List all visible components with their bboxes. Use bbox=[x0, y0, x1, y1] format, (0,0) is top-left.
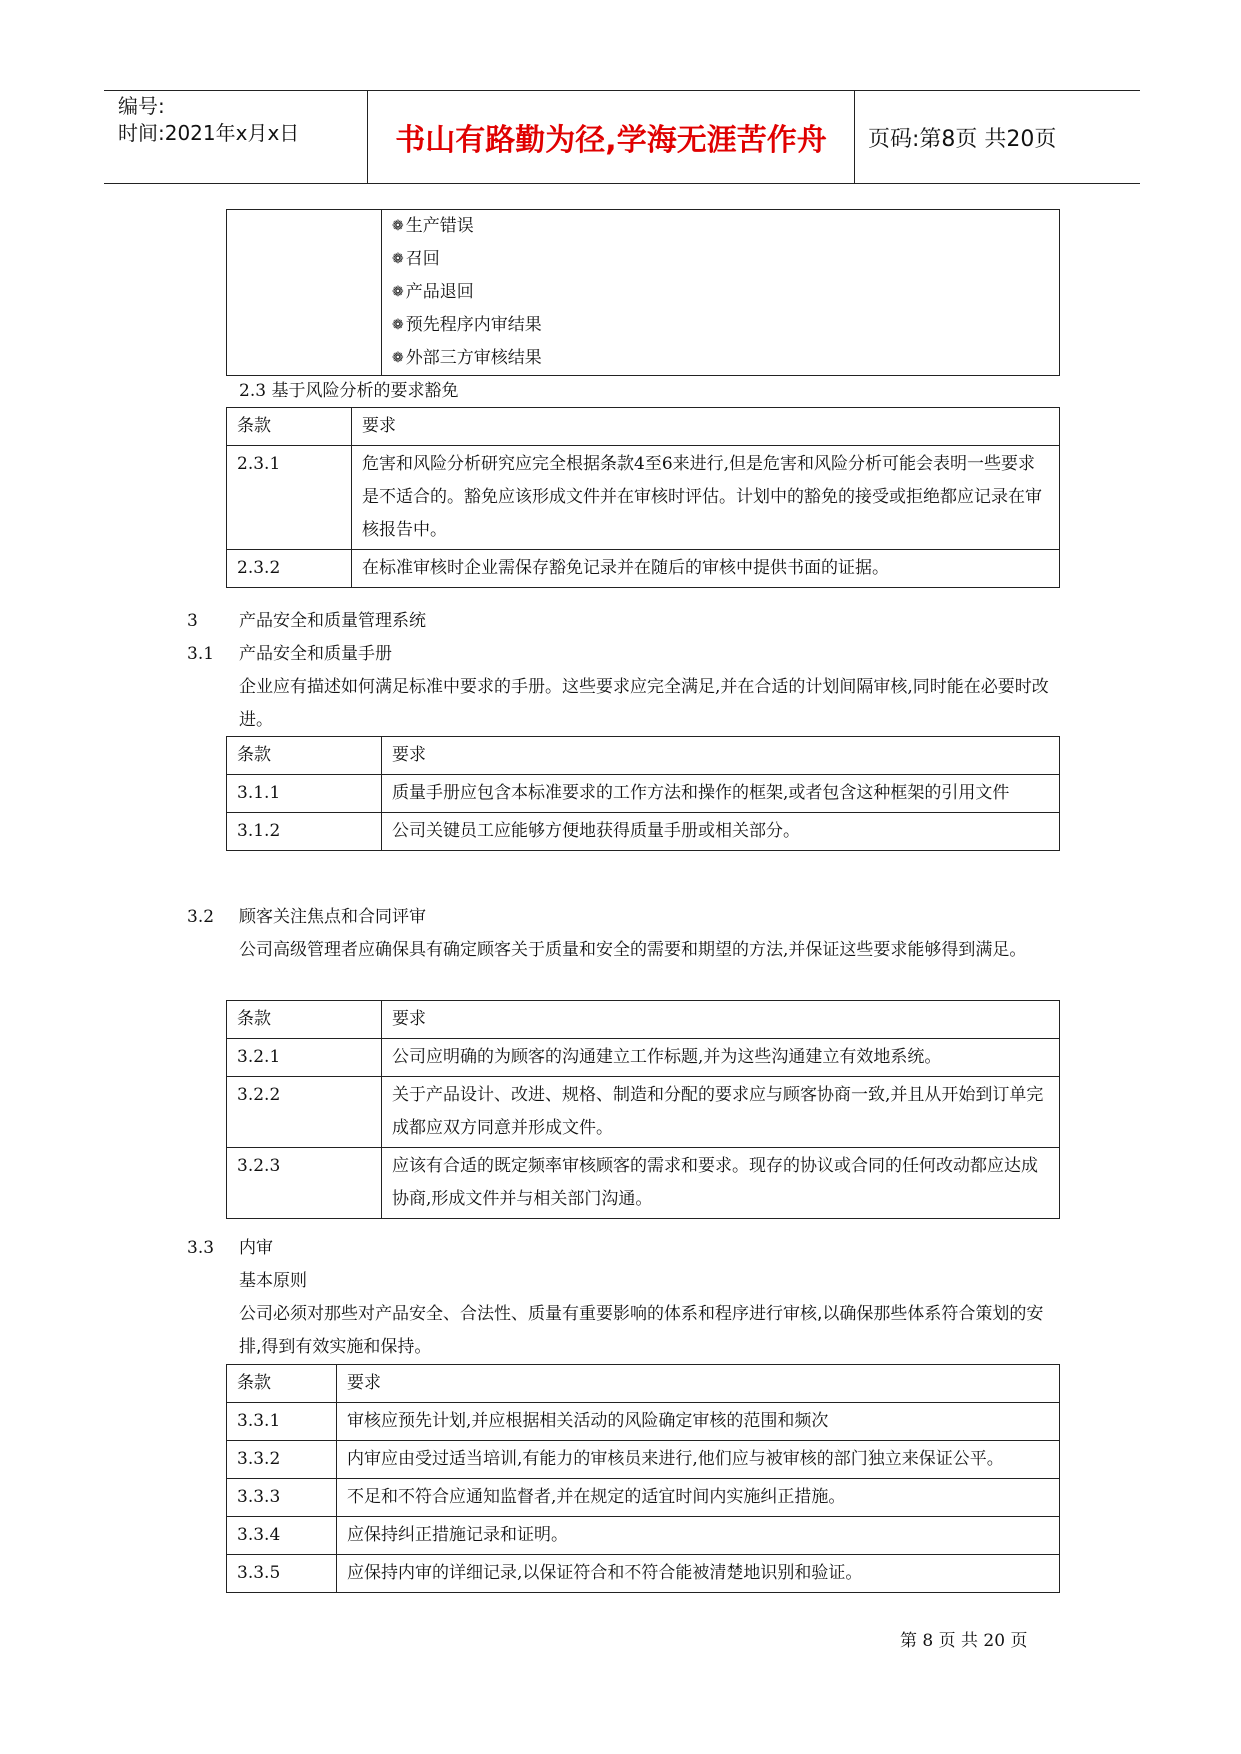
list-table-items-cell bbox=[382, 210, 1060, 376]
section-3-1-intro: 企业应有描述如何满足标准中要求的手册。这些要求应完全满足,并在合适的计划间隔审核,同时能在必要时改进。 bbox=[239, 677, 1049, 730]
table-row bbox=[227, 1441, 1060, 1479]
clause-number: 3.3.3 bbox=[227, 1479, 337, 1517]
clause-number: 3.3.4 bbox=[227, 1517, 337, 1555]
section-2-3-table bbox=[226, 407, 1060, 588]
requirement-text: 审核应预先计划,并应根据相关活动的风险确定审核的范围和频次 bbox=[337, 1403, 1060, 1441]
flower-bullet-icon: ❁ bbox=[392, 218, 404, 234]
flower-bullet-icon: ❁ bbox=[392, 251, 404, 267]
table-header-clause: 条款 bbox=[227, 1001, 382, 1039]
clause-number: 3.3.1 bbox=[227, 1403, 337, 1441]
section-3-3-title: 内审 bbox=[239, 1238, 273, 1258]
table-row bbox=[227, 813, 1060, 851]
table-row bbox=[227, 1517, 1060, 1555]
table-header-requirement: 要求 bbox=[382, 737, 1060, 775]
clause-number: 2.3.1 bbox=[227, 446, 352, 550]
list-item: ❁ 预先程序内审结果 bbox=[392, 309, 1049, 342]
page-header bbox=[104, 90, 1140, 184]
table-row bbox=[227, 775, 1060, 813]
clause-number: 3.3.5 bbox=[227, 1555, 337, 1593]
table-row bbox=[227, 1039, 1060, 1077]
list-table-left-cell bbox=[227, 210, 382, 376]
table-header-requirement: 要求 bbox=[352, 408, 1060, 446]
page-footer: 第 8 页 共 20 页 bbox=[900, 1631, 1028, 1651]
clause-number: 3.3.2 bbox=[227, 1441, 337, 1479]
requirement-text: 危害和风险分析研究应完全根据条款4至6来进行,但是危害和风险分析可能会表明一些要求是不适合的。豁免应该形成文件并在审核时评估。计划中的豁免的接受或拒绝都应记录在审核报告中。 bbox=[352, 446, 1060, 550]
table-header-clause: 条款 bbox=[227, 737, 382, 775]
list-item: ❁ 产品退回 bbox=[392, 276, 1049, 309]
section-3-2-title: 顾客关注焦点和合同评审 bbox=[239, 907, 426, 927]
table-row bbox=[227, 1077, 1060, 1148]
clause-number: 2.3.2 bbox=[227, 550, 352, 588]
table-row bbox=[227, 1403, 1060, 1441]
section-3-title: 产品安全和质量管理系统 bbox=[239, 611, 426, 631]
table-row bbox=[227, 1148, 1060, 1219]
clause-number: 3.2.3 bbox=[227, 1148, 382, 1219]
header-left-cell bbox=[104, 91, 368, 183]
clause-number: 3.1.2 bbox=[227, 813, 382, 851]
list-table bbox=[226, 209, 1060, 376]
clause-number: 3.2.1 bbox=[227, 1039, 382, 1077]
clause-number: 3.1.1 bbox=[227, 775, 382, 813]
requirement-text: 应保持内审的详细记录,以保证符合和不符合能被清楚地识别和验证。 bbox=[337, 1555, 1060, 1593]
section-3-2-intro: 公司高级管理者应确保具有确定顾客关于质量和安全的需要和期望的方法,并保证这些要求能够得到满足。 bbox=[239, 940, 1027, 960]
section-3-1-title: 产品安全和质量手册 bbox=[239, 644, 392, 664]
requirement-text: 应该有合适的既定频率审核顾客的需求和要求。现存的协议或合同的任何改动都应达成协商,形成文件并与相关部门沟通。 bbox=[382, 1148, 1060, 1219]
table-row bbox=[227, 1479, 1060, 1517]
requirement-text: 质量手册应包含本标准要求的工作方法和操作的框架,或者包含这种框架的引用文件 bbox=[382, 775, 1060, 813]
list-item: ❁ 生产错误 bbox=[392, 210, 1049, 243]
section-3-1-number: 3.1 bbox=[187, 644, 215, 664]
section-3-1-table bbox=[226, 736, 1060, 851]
section-2-3-title: 2.3 基于风险分析的要求豁免 bbox=[239, 381, 459, 401]
list-item: ❁ 召回 bbox=[392, 243, 1049, 276]
requirement-text: 关于产品设计、改进、规格、制造和分配的要求应与顾客协商一致,并且从开始到订单完成都应双方同意并形成文件。 bbox=[382, 1077, 1060, 1148]
requirement-text: 内审应由受过适当培训,有能力的审核员来进行,他们应与被审核的部门独立来保证公平。 bbox=[337, 1441, 1060, 1479]
header-motto: 书山有路勤为径,学海无涯苦作舟 bbox=[368, 91, 855, 183]
section-3-3-table bbox=[226, 1364, 1060, 1593]
requirement-text: 公司关键员工应能够方便地获得质量手册或相关部分。 bbox=[382, 813, 1060, 851]
table-header-requirement: 要求 bbox=[382, 1001, 1060, 1039]
header-page-label: 页码:第8页 共20页 bbox=[868, 126, 1057, 152]
clause-number: 3.2.2 bbox=[227, 1077, 382, 1148]
doc-code-label: 编号: bbox=[118, 94, 165, 118]
principle-title: 基本原则 bbox=[239, 1271, 307, 1291]
requirement-text: 在标准审核时企业需保存豁免记录并在随后的审核中提供书面的证据。 bbox=[352, 550, 1060, 588]
section-3-2-table bbox=[226, 1000, 1060, 1219]
section-3-2-number: 3.2 bbox=[187, 907, 215, 927]
table-row bbox=[227, 550, 1060, 588]
doc-time-label: 时间:2021年x月x日 bbox=[118, 121, 300, 145]
list-item: ❁ 外部三方审核结果 bbox=[392, 342, 1049, 375]
section-3-number: 3 bbox=[187, 611, 198, 631]
requirement-text: 不足和不符合应通知监督者,并在规定的适宜时间内实施纠正措施。 bbox=[337, 1479, 1060, 1517]
requirement-text: 应保持纠正措施记录和证明。 bbox=[337, 1517, 1060, 1555]
flower-bullet-icon: ❁ bbox=[392, 284, 404, 300]
flower-bullet-icon: ❁ bbox=[392, 350, 404, 366]
principle-text: 公司必须对那些对产品安全、合法性、质量有重要影响的体系和程序进行审核,以确保那些体系符合策划的安排,得到有效实施和保持。 bbox=[239, 1304, 1044, 1357]
table-header-requirement: 要求 bbox=[337, 1365, 1060, 1403]
table-row bbox=[227, 1555, 1060, 1593]
section-3-3-number: 3.3 bbox=[187, 1238, 215, 1258]
requirement-text: 公司应明确的为顾客的沟通建立工作标题,并为这些沟通建立有效地系统。 bbox=[382, 1039, 1060, 1077]
flower-bullet-icon: ❁ bbox=[392, 317, 404, 333]
table-row bbox=[227, 446, 1060, 550]
table-header-clause: 条款 bbox=[227, 408, 352, 446]
table-header-clause: 条款 bbox=[227, 1365, 337, 1403]
